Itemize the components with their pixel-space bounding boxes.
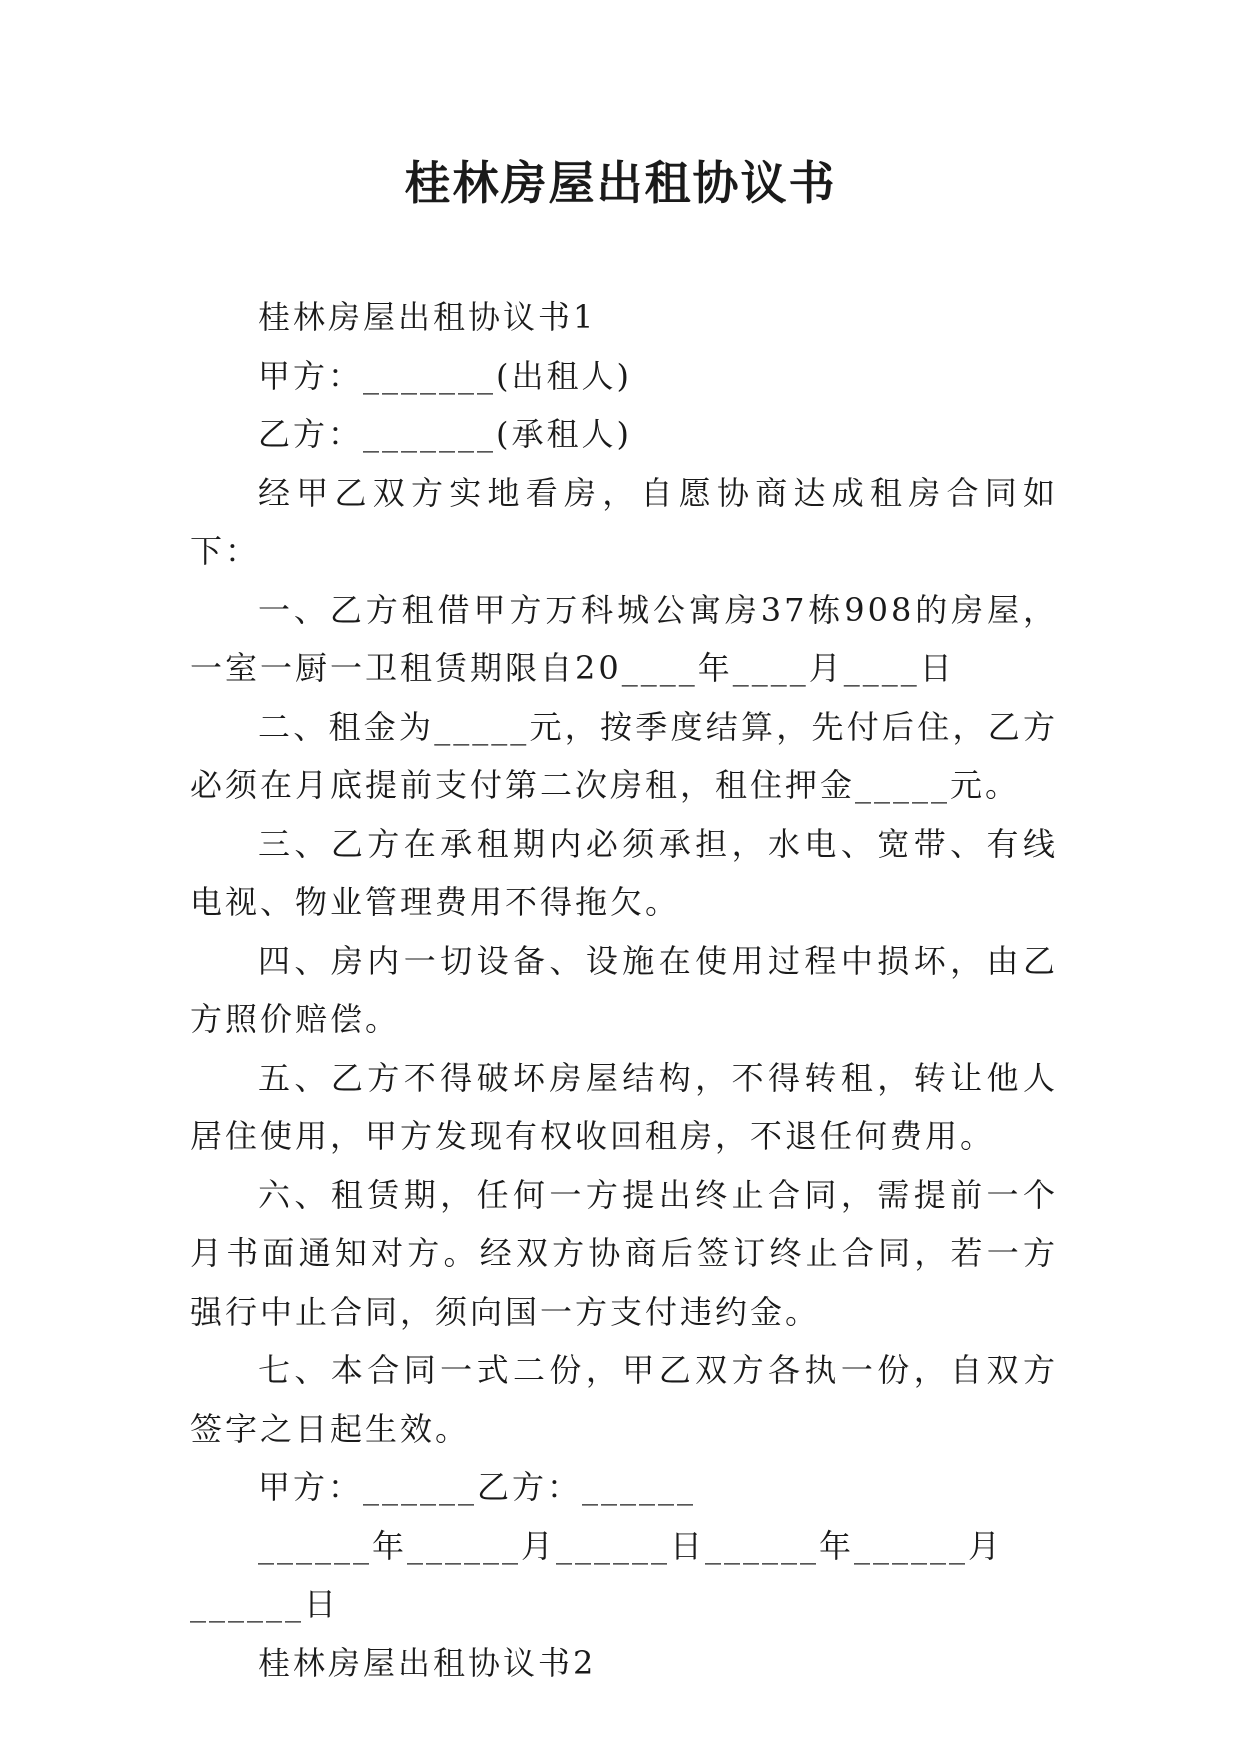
clause-7: 七、本合同一式二份，甲乙双方各执一份，自双方签字之日起生效。: [190, 1351, 1058, 1448]
clause-5: 五、乙方不得破坏房屋结构，不得转租，转让他人居住使用，甲方发现有权收回租房，不退任何费用。: [190, 1058, 1058, 1155]
clause-6: 六、租赁期，任何一方提出终止合同，需提前一个月书面通知对方。经双方协商后签订终止合同，若一方强行中止合同，须向国一方支付违约金。: [190, 1175, 1058, 1331]
party-b-line: 乙方：_______(承租人): [258, 415, 632, 453]
clause-3: 三、乙方在承租期内必须承担，水电、宽带、有线电视、物业管理费用不得拖欠。: [190, 824, 1058, 921]
preamble-paragraph: 经甲乙双方实地看房，自愿协商达成租房合同如下：: [190, 473, 1058, 570]
section-heading-1: 桂林房屋出租协议书1: [258, 298, 597, 336]
signature-line: 甲方：______乙方：______: [258, 1468, 697, 1506]
party-a-line: 甲方：_______(出租人): [258, 356, 632, 395]
clause-2: 二、租金为_____元，按季度结算，先付后住，乙方必须在月底提前支付第二次房租，租住押金_____元。: [190, 707, 1058, 804]
document-title: 桂林房屋出租协议书: [404, 156, 837, 210]
section-heading-2: 桂林房屋出租协议书2: [258, 1643, 597, 1682]
clause-1: 一、乙方租借甲方万科城公寓房37栋908的房屋，一室一厨一卫租赁期限自20____年____月____日: [190, 590, 1058, 687]
clause-4: 四、房内一切设备、设施在使用过程中损坏，由乙方照价赔偿。: [190, 941, 1058, 1038]
date-line: ______年______月______日______年______月______日: [190, 1526, 1004, 1623]
document-body: [190, 288, 1058, 1692]
